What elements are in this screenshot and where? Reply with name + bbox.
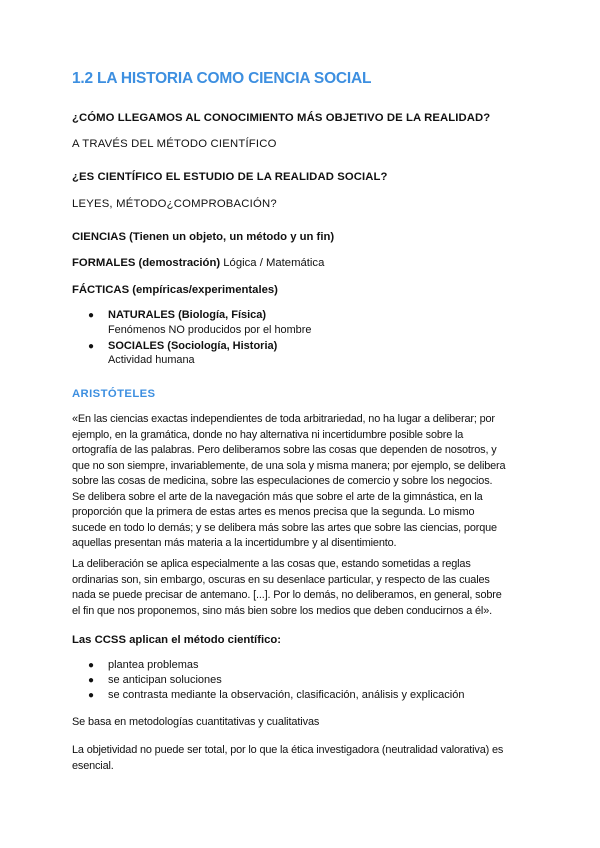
sociales-desc: Actividad humana [108,354,195,366]
sociales-label: SOCIALES (Sociología, Historia) [108,340,278,352]
question-2: ¿ES CIENTÍFICO EL ESTUDIO DE LA REALIDAD SOCIAL? [72,171,388,183]
bullet-icon: ● [88,675,95,686]
formales-line [72,257,324,269]
quote-line: proporción que la primera de estas artes es menos precisa que la segunda. Lo mismo [72,506,475,518]
quote-paragraph-1 [72,412,534,552]
quote-line: sobre las cosas de medicina, sobre las especulaciones de comercio y sobre los negocios. [72,475,493,487]
quote-line: que no son siempre, invariablemente, de una sola y misma manera; por ejemplo, se delibera [72,459,506,472]
ccss-heading: Las CCSS aplican el método científico: [72,634,282,646]
ccss-item: plantea problemas [108,659,199,671]
section-heading-aristoteles: ARISTÓTELES [72,388,156,400]
bullet-icon: ● [88,690,95,701]
answer-2: LEYES, MÉTODO¿COMPROBACIÓN? [72,198,277,210]
quote-line: nada se puede precisar de antemano. [...]. Por lo demás, no deliberamos, en general, sobre [72,589,502,601]
bullet-icon: ● [88,660,95,671]
quote-line: ordinarias son, sin embargo, oscuras en su desenlace particular, y respecto de las cuales [72,573,490,586]
quote-line: Se delibera sobre el arte de la navegación más que sobre el arte de la gimnástica, en la [72,490,483,503]
answer-1: A TRAVÉS DEL MÉTODO CIENTÍFICO [72,138,277,150]
quote-line: «En las ciencias exactas independientes de toda arbitrariedad, no ha lugar a deliberar; por [72,413,495,425]
naturales-desc: Fenómenos NO producidos por el hombre [108,324,312,336]
objetividad-paragraph [72,743,534,774]
bullet-icon: ● [88,341,95,352]
objetividad-line: La objetividad no puede ser total, por lo que la ética investigadora (neutralidad valorativa) es [72,744,504,756]
formales-label: FORMALES (demostración) [72,257,221,269]
quote-line: ejemplo, en la gramática, donde no hay alternativa ni incertidumbre posible sobre la [72,428,464,441]
bullet-icon: ● [88,310,95,321]
naturales-label: NATURALES (Biología, Física) [108,309,267,321]
quote-line: sucede en todo lo demás; y se delibera más sobre las artes que sobre las ciencias, porque [72,521,497,534]
ccss-item: se anticipan soluciones [108,674,222,686]
page-title: 1.2 LA HISTORIA COMO CIENCIA SOCIAL [72,70,372,87]
quote-line: La deliberación se aplica especialmente a las cosas que, estando sometidas a reglas [72,558,471,570]
quote-paragraph-2 [72,557,534,619]
metodologias-text: Se basa en metodologías cuantitativas y cualitativas [72,716,320,728]
facticas-heading: FÁCTICAS (empíricas/experimentales) [72,284,278,296]
quote-line: ortografía de las palabras. Pero deliberamos sobre las cosas que dependen de nosotros, y [72,444,497,456]
ccss-item: se contrasta mediante la observación, clasificación, análisis y explicación [108,689,465,701]
question-1: ¿CÓMO LLEGAMOS AL CONOCIMIENTO MÁS OBJETIVO DE LA REALIDAD? [72,112,491,124]
objetividad-line: esencial. [72,759,114,772]
quote-line: aquellas presentan más materia a la incertidumbre y al disentimiento. [72,537,397,549]
ciencias-heading: CIENCIAS (Tienen un objeto, un método y un fin) [72,231,335,243]
formales-detail: Lógica / Matemática [220,257,325,269]
quote-line: el fin que nos proponemos, sino más bien sobre los medios que deben conducirnos a él». [72,604,492,617]
